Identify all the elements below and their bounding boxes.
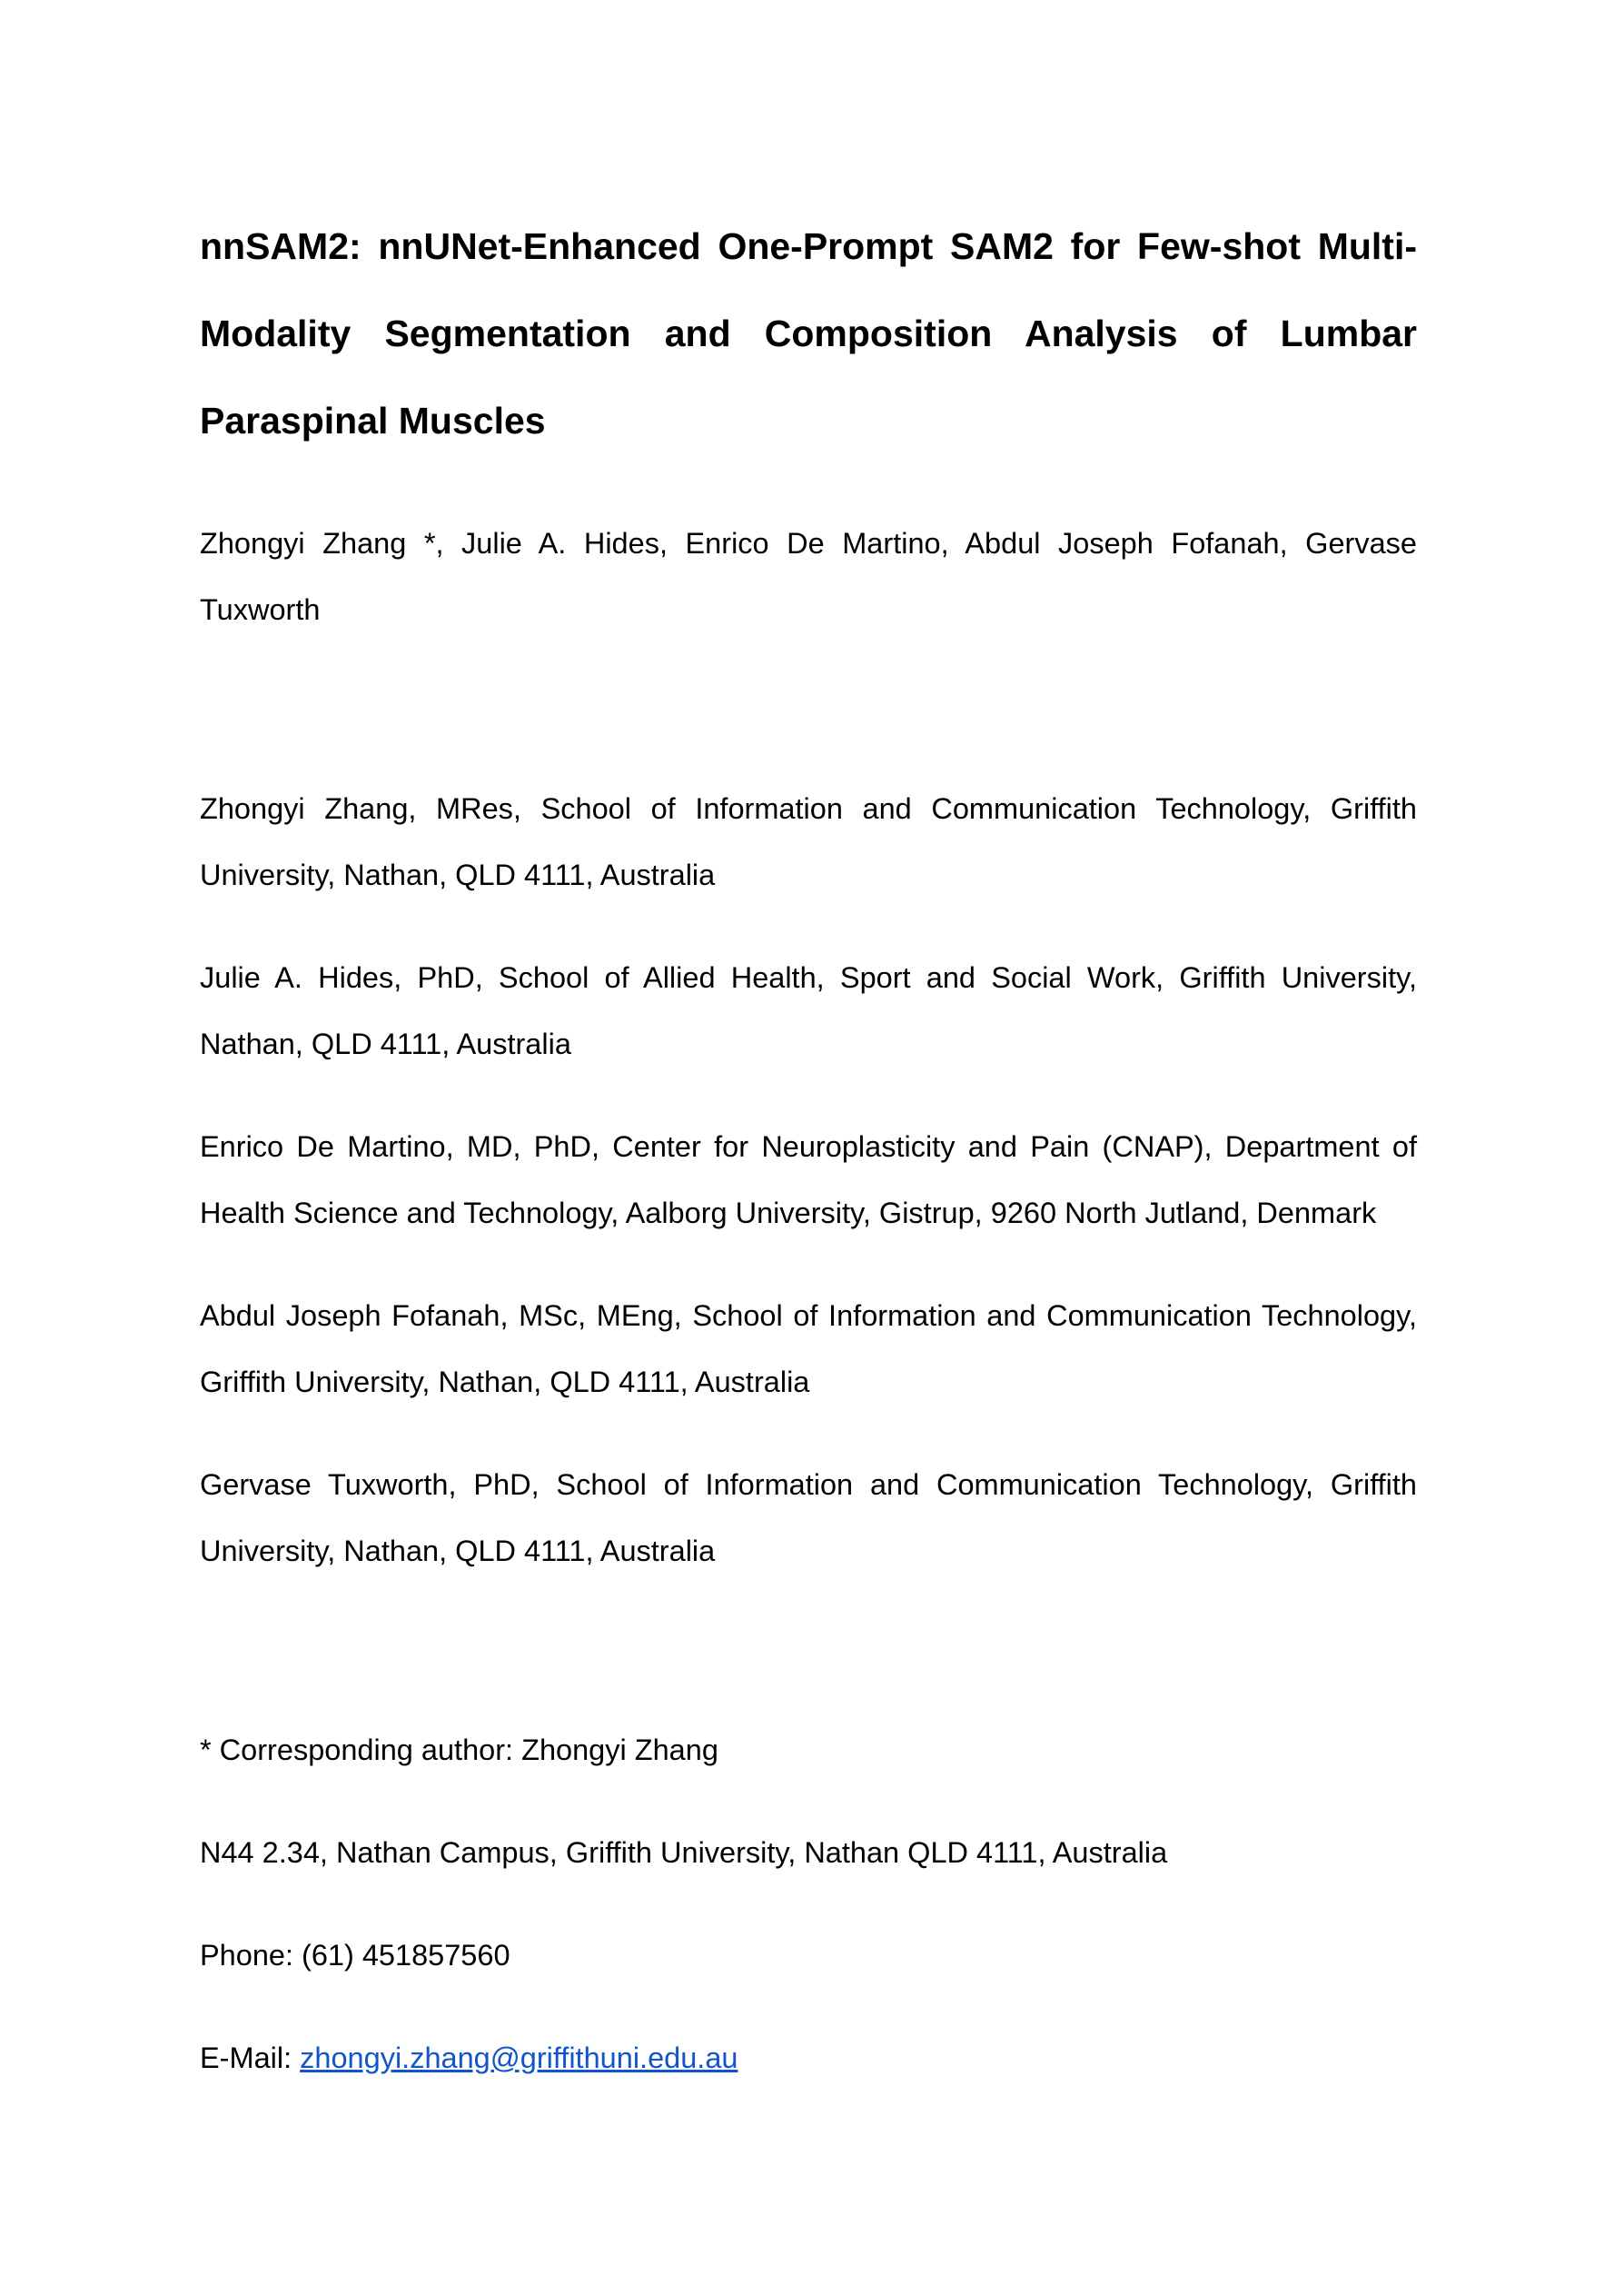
affiliation-julie-hides: Julie A. Hides, PhD, School of Allied Health, Sport and Social Work, Griffith University, Nathan, QLD 4111, Australia — [200, 961, 1417, 1060]
affiliation-gervase-tuxworth: Gervase Tuxworth, PhD, School of Information and Communication Technology, Griffith University, Nathan, QLD 4111, Australia — [200, 1468, 1417, 1567]
email-link[interactable]: zhongyi.zhang@griffithuni.edu.au — [300, 2042, 738, 2074]
affiliation-abdul-fofanah: Abdul Joseph Fofanah, MSc, MEng, School of Information and Communication Technology, Griffith University, Nathan, QLD 4111, Australia — [200, 1299, 1417, 1398]
corresponding-address: N44 2.34, Nathan Campus, Griffith University, Nathan QLD 4111, Australia — [200, 1836, 1168, 1869]
correspondence-block — [200, 1717, 1417, 2091]
affiliation-enrico-de-martino: Enrico De Martino, MD, PhD, Center for Neuroplasticity and Pain (CNAP), Department of Health Science and Technology, Aalborg University, Gistrup, 9260 North Jutland, Denmark — [200, 1130, 1417, 1229]
email-label: E-Mail: — [200, 2042, 301, 2074]
phone-line: Phone: (61) 451857560 — [200, 1939, 510, 1972]
author-list: Zhongyi Zhang *, Julie A. Hides, Enrico De Martino, Abdul Joseph Fofanah, Gervase Tuxworth — [200, 527, 1417, 626]
paper-title: nnSAM2: nnUNet-Enhanced One-Prompt SAM2 for Few-shot Multi-Modality Segmentation and Composition Analysis of Lumbar Paraspinal Muscles — [200, 225, 1417, 442]
email-line — [200, 2025, 1417, 2091]
corresponding-author-note: * Corresponding author: Zhongyi Zhang — [200, 1734, 718, 1766]
affiliation-zhongyi-zhang: Zhongyi Zhang, MRes, School of Information and Communication Technology, Griffith University, Nathan, QLD 4111, Australia — [200, 792, 1417, 891]
